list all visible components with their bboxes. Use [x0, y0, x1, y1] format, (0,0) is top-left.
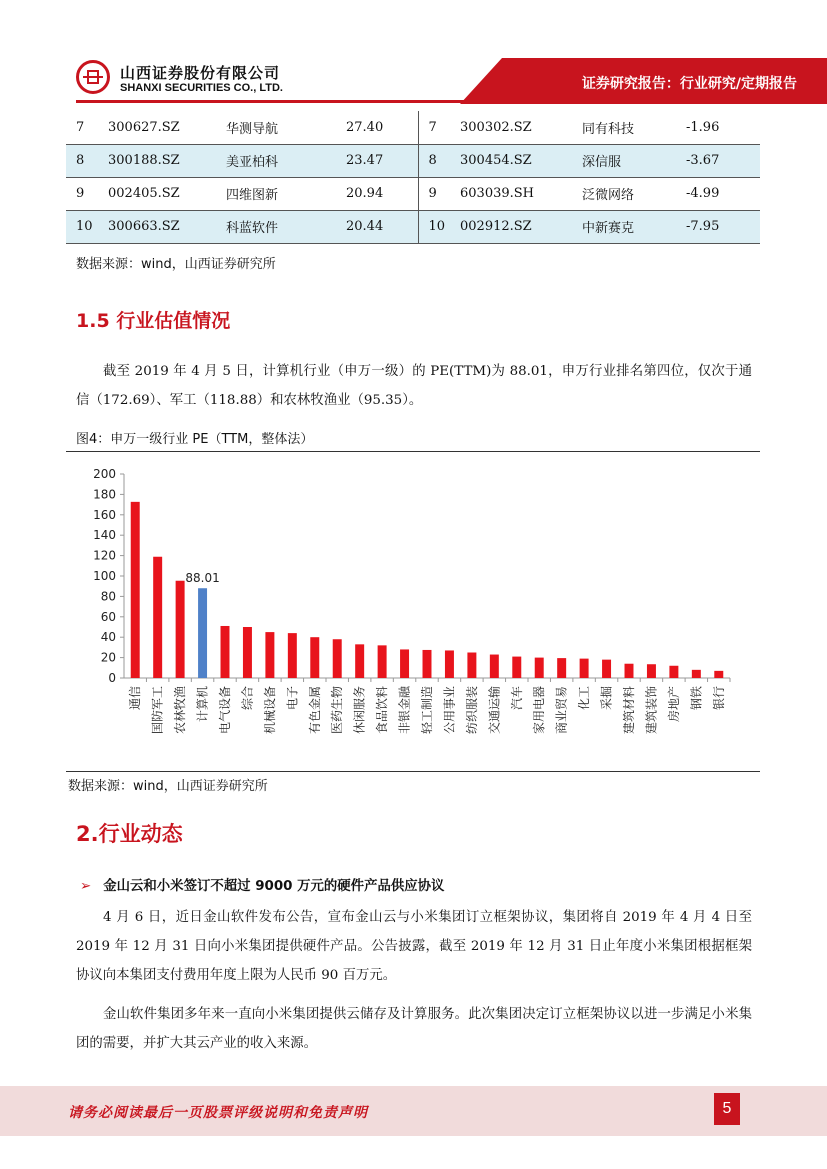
bar-机械设备: [265, 632, 274, 678]
bar-建筑装饰: [647, 664, 656, 678]
change-value-cell: -3.67: [676, 144, 760, 177]
y-tick-label: 0: [108, 671, 116, 685]
y-tick-label: 20: [100, 650, 116, 665]
x-tick-label: 医药生物: [330, 686, 345, 735]
bar-电子: [288, 633, 297, 678]
section-title-1-5: 1.5 行业估值情况: [76, 310, 231, 332]
x-tick-label: 非银金融: [397, 686, 412, 735]
stock-code-cell: 300188.SZ: [98, 144, 216, 177]
bar-钢铁: [692, 670, 701, 678]
header-divider: [76, 100, 827, 103]
x-tick-label: 通信: [128, 686, 143, 711]
rank-number-cell: 9: [76, 186, 85, 201]
x-tick-label: 公用事业: [442, 686, 457, 735]
table-row: [66, 111, 760, 144]
change-value-cell: 27.40: [346, 119, 384, 135]
company-name-en: SHANXI SECURITIES CO., LTD.: [120, 82, 283, 94]
bar-公用事业: [445, 650, 454, 678]
disclaimer-notice: 请务必阅读最后一页股票评级说明和免责声明: [68, 1105, 368, 1121]
x-tick-label: 机械设备: [262, 686, 277, 735]
x-tick-label: 纺织服装: [464, 686, 479, 735]
x-tick-label: 电气设备: [218, 686, 232, 735]
y-tick-label: 40: [100, 630, 116, 645]
page-number: 5: [714, 1093, 740, 1125]
y-tick-label: 140: [93, 528, 116, 543]
bar-采掘: [602, 660, 611, 678]
y-tick-label: 160: [93, 507, 116, 522]
change-value-cell: -4.99: [686, 186, 720, 201]
highlight-data-label: 88.01: [185, 571, 220, 586]
rank-number-cell: 8: [418, 144, 450, 177]
y-tick-label: 80: [100, 589, 116, 604]
bar-纺织服装: [467, 653, 476, 679]
x-tick-label: 采掘: [599, 686, 614, 711]
x-tick-label: 商业贸易: [554, 686, 569, 735]
section-title-2: 2.行业动态: [76, 822, 183, 846]
x-tick-label: 国防军工: [150, 686, 165, 735]
x-tick-label: 农林牧渔: [173, 686, 188, 735]
stock-code-cell: 002912.SZ: [450, 210, 572, 243]
stock-code-cell: 002405.SZ: [108, 186, 180, 201]
y-tick-label: 200: [93, 467, 116, 481]
bar-综合: [243, 627, 252, 678]
x-tick-label: 有色金属: [307, 686, 322, 735]
bar-化工: [580, 659, 589, 678]
bar-农林牧渔: [176, 581, 185, 678]
rank-number-cell: 8: [66, 144, 98, 177]
stock-name-cell: 泛微网络: [582, 188, 635, 203]
stock-name-cell: 深信服: [572, 144, 676, 177]
news-headline-text: 金山云和小米签订不超过 9000 万元的硬件产品供应协议: [103, 879, 445, 894]
x-tick-label: 钢铁: [689, 686, 704, 711]
x-tick-label: 房地产: [666, 686, 681, 723]
change-value-cell: -1.96: [686, 119, 720, 135]
change-value-cell: 20.94: [346, 186, 384, 201]
change-value-cell: 20.44: [336, 210, 418, 243]
bar-交通运输: [490, 655, 499, 678]
page-header: [0, 0, 827, 104]
table-row: [66, 210, 760, 243]
stock-code-cell: 300302.SZ: [460, 119, 532, 135]
bar-家用电器: [535, 658, 544, 678]
stock-code-cell: 300454.SZ: [450, 144, 572, 177]
x-tick-label: 食品饮料: [375, 686, 390, 735]
news-paragraph-2: 金山软件集团多年来一直向小米集团提供云储存及计算服务。此次集团决定订立框架协议以进一步满足小米集团的需要，并扩大其云产业的收入来源。: [76, 1007, 752, 1051]
x-tick-label: 交通运输: [487, 686, 502, 735]
table-row: [66, 144, 760, 177]
figure-source: 数据来源：wind，山西证券研究所: [68, 779, 268, 794]
table-row: [66, 177, 760, 210]
stock-name-cell: 科蓝软件: [216, 210, 336, 243]
bar-非银金融: [400, 649, 409, 678]
change-value-cell: 23.47: [336, 144, 418, 177]
stock-name-cell: 美亚柏科: [216, 144, 336, 177]
bar-食品饮料: [378, 645, 387, 678]
figure-bottom-rule: [66, 771, 760, 772]
bar-计算机: [198, 588, 207, 678]
x-tick-label: 电子: [285, 686, 300, 711]
figure-title: 图4：申万一级行业 PE（TTM，整体法）: [76, 432, 314, 447]
y-tick-label: 60: [100, 609, 116, 624]
news-paragraph-1: 4 月 6 日，近日金山软件发布公告，宣布金山云与小米集团订立框架协议，集团将自 2019 年 4 月 4 日至 2019 年 12 月 31 日向小米集团提供硬件产品。公告披露，截至 2019 年 12 月 31 日止年度小米集团根据框架协议向本集团支付费用年度上限为人民币 90 百万元。: [76, 910, 752, 983]
bar-电气设备: [221, 626, 230, 678]
rank-number-cell: 10: [66, 210, 98, 243]
bar-国防军工: [153, 557, 162, 678]
rank-number-cell: 7: [76, 119, 85, 135]
pe-bar-chart: [66, 452, 760, 770]
company-name-cn: 山西证券股份有限公司: [120, 64, 281, 82]
rank-number-cell: 7: [418, 111, 450, 144]
bar-建筑材料: [625, 664, 634, 678]
stock-code-cell: 300663.SZ: [98, 210, 216, 243]
x-tick-label: 汽车: [509, 686, 524, 711]
report-type: 证券研究报告：行业研究/定期报告: [581, 76, 797, 92]
x-tick-label: 化工: [577, 686, 592, 711]
stock-code-cell: 603039.SH: [460, 186, 535, 201]
rank-number-cell: 9: [418, 177, 450, 210]
stock-name-cell: 中新赛克: [572, 210, 676, 243]
bar-商业贸易: [557, 658, 566, 678]
stock-name-cell: 同有科技: [582, 121, 635, 137]
stock-code-cell: 300627.SZ: [108, 119, 180, 135]
arrow-bullet-icon: ➢: [80, 879, 92, 894]
change-value-cell: -7.95: [676, 210, 760, 243]
bar-轻工制造: [423, 650, 432, 678]
bar-银行: [714, 671, 723, 678]
x-tick-label: 休闲服务: [352, 686, 367, 735]
bar-有色金属: [310, 637, 319, 678]
bar-汽车: [512, 657, 521, 678]
news-headline: [80, 875, 444, 894]
y-tick-label: 100: [93, 569, 116, 583]
table-source: 数据来源：wind，山西证券研究所: [76, 257, 276, 272]
x-tick-label: 计算机: [195, 686, 210, 723]
x-tick-label: 综合: [240, 686, 255, 711]
bar-通信: [131, 502, 140, 678]
x-tick-label: 家用电器: [532, 686, 547, 735]
y-tick-label: 180: [93, 487, 116, 502]
x-tick-label: 轻工制造: [420, 686, 434, 735]
rank-number-cell: 10: [418, 210, 450, 243]
bar-医药生物: [333, 639, 342, 678]
bar-休闲服务: [355, 644, 364, 678]
ranking-table: [66, 111, 760, 244]
x-tick-label: 建筑材料: [622, 686, 636, 735]
bar-房地产: [669, 666, 678, 678]
company-logo: [76, 60, 110, 94]
y-tick-label: 120: [93, 548, 116, 563]
stock-name-cell: 华测导航: [226, 121, 279, 137]
x-tick-label: 银行: [711, 686, 726, 711]
valuation-paragraph: 截至 2019 年 4 月 5 日，计算机行业（申万一级）的 PE(TTM)为 88.01，申万行业排名第四位，仅次于通信（172.69）、军工（118.88）和农林牧渔业（95.35）。: [76, 364, 752, 408]
stock-name-cell: 四维图新: [226, 188, 279, 203]
x-tick-label: 建筑装饰: [644, 686, 659, 735]
